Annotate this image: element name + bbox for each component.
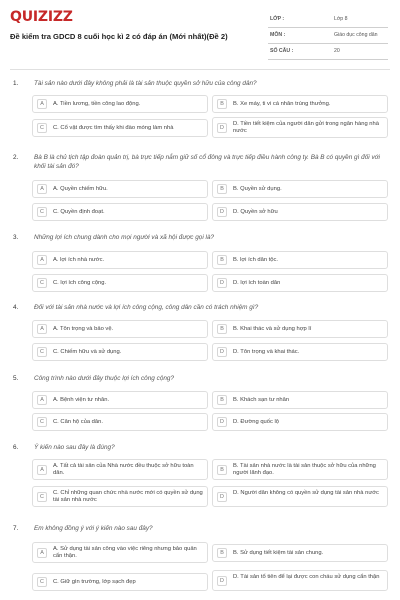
option-text: C. Chiếm hữu và sử dụng. xyxy=(53,348,122,355)
option-b[interactable] xyxy=(212,180,388,198)
option-letter: C xyxy=(37,492,47,502)
meta-table xyxy=(268,12,388,60)
option-text: D. Người dân không có quyền sử dụng tài sản nhà nước xyxy=(233,490,379,496)
option-text: B. Sử dụng tiết kiệm tài sản chung. xyxy=(233,549,324,556)
option-c[interactable] xyxy=(32,343,208,361)
option-d[interactable] xyxy=(212,413,388,431)
document-title: Đề kiểm tra GDCD 8 cuối học kì 2 có đáp án (Mới nhất)(Đề 2) xyxy=(10,32,228,41)
option-text: A. Tất cả tài sản của Nhà nước đều thuộc sở hữu toàn dân. xyxy=(53,463,194,477)
option-text: C. Quyền định đoạt. xyxy=(53,208,105,215)
option-letter: A xyxy=(37,465,47,475)
question-text: Em không đồng ý với ý kiến nào sau đây? xyxy=(34,525,153,532)
option-c[interactable] xyxy=(32,274,208,292)
option-letter: B xyxy=(217,184,227,194)
option-b[interactable] xyxy=(212,391,388,409)
question-number: 4. xyxy=(13,304,19,311)
option-letter: B xyxy=(217,395,227,405)
option-d[interactable] xyxy=(212,343,388,361)
meta-row-class xyxy=(268,12,388,28)
option-text: C. Cổ vật được tìm thấy khi đào móng làm nhà xyxy=(53,124,174,131)
option-c[interactable] xyxy=(32,573,208,591)
option-b[interactable] xyxy=(212,544,388,562)
meta-key: LỚP : xyxy=(270,16,285,22)
meta-value: Giáo dục công dân xyxy=(334,32,378,38)
meta-key: SỐ CÂU : xyxy=(270,48,294,54)
question-number: 7. xyxy=(13,525,19,532)
option-d[interactable] xyxy=(212,570,388,591)
option-text: D. Đường quốc lộ xyxy=(233,418,280,425)
option-letter: C xyxy=(37,577,47,587)
option-text: D. Tài sản tổ tiên để lại được con cháu sử dụng cẩn thận xyxy=(233,574,380,580)
option-letter: B xyxy=(217,465,227,475)
option-letter: B xyxy=(217,255,227,265)
option-text: D. Tiền tiết kiệm của người dân gửi trong ngân hàng nhà nước xyxy=(233,121,379,135)
option-text: B. Xe máy, ti vi cá nhân trúng thưởng. xyxy=(233,100,331,107)
question-number: 1. xyxy=(13,80,19,87)
option-letter: A xyxy=(37,548,47,558)
option-letter: B xyxy=(217,99,227,109)
option-text: C. Giữ gìn trường, lớp sạch đẹp xyxy=(53,578,136,585)
option-text: D. Quyền sở hữu xyxy=(233,208,278,215)
option-letter: C xyxy=(37,278,47,288)
option-text: C. Chỉ những quan chức nhà nước mới có quyền sử dụng tài sản nhà nước xyxy=(53,490,203,504)
option-text: B. lợi ích dân tộc. xyxy=(233,256,279,263)
option-letter: C xyxy=(37,123,47,133)
option-text: B. Khách sạn tư nhân xyxy=(233,396,290,403)
option-letter: D xyxy=(217,278,227,288)
option-letter: D xyxy=(217,576,227,586)
option-letter: B xyxy=(217,324,227,334)
option-letter: A xyxy=(37,324,47,334)
meta-value: 20 xyxy=(334,48,340,54)
option-letter: A xyxy=(37,395,47,405)
meta-value: Lớp 8 xyxy=(334,16,348,22)
option-letter: D xyxy=(217,207,227,217)
meta-key: MÔN : xyxy=(270,32,286,38)
option-text: B. Khai thác và sử dụng hợp lí xyxy=(233,325,312,332)
option-letter: D xyxy=(217,417,227,427)
option-text: C. lợi ích công cộng. xyxy=(53,279,107,286)
option-text: D. lợi ích toàn dân xyxy=(233,279,281,286)
option-c[interactable] xyxy=(32,413,208,431)
question-text: Ý kiến nào sau đây là đúng? xyxy=(34,444,115,451)
option-a[interactable] xyxy=(32,542,208,563)
option-text: D. Tôn trọng và khai thác. xyxy=(233,348,300,355)
question-text: Đối với tài sản nhà nước và lợi ích công cộng, công dân cần có trách nhiệm gì? xyxy=(34,304,259,311)
meta-row-question-count xyxy=(268,44,388,60)
option-d[interactable] xyxy=(212,203,388,221)
option-letter: C xyxy=(37,207,47,217)
question-number: 5. xyxy=(13,375,19,382)
option-a[interactable] xyxy=(32,251,208,269)
option-d[interactable] xyxy=(212,274,388,292)
meta-row-subject xyxy=(268,28,388,44)
option-letter: D xyxy=(217,492,227,502)
option-letter: B xyxy=(217,548,227,558)
option-letter: D xyxy=(217,123,227,133)
option-letter: A xyxy=(37,255,47,265)
option-letter: C xyxy=(37,417,47,427)
option-a[interactable] xyxy=(32,180,208,198)
option-c[interactable] xyxy=(32,203,208,221)
question-text: Công trình nào dưới đây thuộc lợi ích công cộng? xyxy=(34,375,175,382)
option-letter: C xyxy=(37,347,47,357)
question-number: 2. xyxy=(13,154,19,161)
question-text: Những lợi ích chung dành cho mọi người và xã hội được gọi là? xyxy=(34,234,215,241)
header-divider xyxy=(10,69,390,70)
option-text: B. Tài sản nhà nước là tài sản thuộc sở hữu của những người lãnh đạo. xyxy=(233,463,376,477)
option-a[interactable] xyxy=(32,95,208,113)
question-number: 3. xyxy=(13,234,19,241)
option-d[interactable] xyxy=(212,486,388,507)
option-text: C. Căn hộ của dân. xyxy=(53,418,103,425)
option-text: A. Tôn trọng và bảo vệ. xyxy=(53,325,114,332)
option-c[interactable] xyxy=(32,119,208,137)
option-c[interactable] xyxy=(32,486,208,507)
option-b[interactable] xyxy=(212,320,388,338)
option-letter: A xyxy=(37,99,47,109)
option-b[interactable] xyxy=(212,459,388,480)
option-letter: D xyxy=(217,347,227,357)
option-text: A. lợi ích nhà nước. xyxy=(53,256,105,263)
question-text: Tài sản nào dưới đây không phải là tài sản thuộc quyền sở hữu của công dân? xyxy=(34,80,257,87)
option-d[interactable] xyxy=(212,117,388,138)
option-text: A. Sử dụng tài sản công vào việc riêng nhưng bảo quản cẩn thận. xyxy=(53,546,197,560)
question-text: Bà B là chủ tịch tập đoàn quản trị, bà trực tiếp nắm giữ số cổ đông và trực tiếp điều hành công ty. Bà B có quyền gì đối với khối tài sản đó? xyxy=(34,154,380,170)
option-text: B. Quyền sử dụng. xyxy=(233,185,282,192)
question-number: 6. xyxy=(13,444,19,451)
option-a[interactable] xyxy=(32,320,208,338)
page-header xyxy=(0,0,400,64)
option-b[interactable] xyxy=(212,95,388,113)
option-a[interactable] xyxy=(32,391,208,409)
quizizz-logo: QUIZIZZ xyxy=(10,9,73,25)
option-text: A. Bệnh viện tư nhân. xyxy=(53,396,110,403)
option-text: A. Quyền chiếm hữu. xyxy=(53,185,108,192)
option-text: A. Tiền lương, tiền công lao động. xyxy=(53,100,141,107)
option-b[interactable] xyxy=(212,251,388,269)
option-letter: A xyxy=(37,184,47,194)
option-a[interactable] xyxy=(32,459,208,480)
